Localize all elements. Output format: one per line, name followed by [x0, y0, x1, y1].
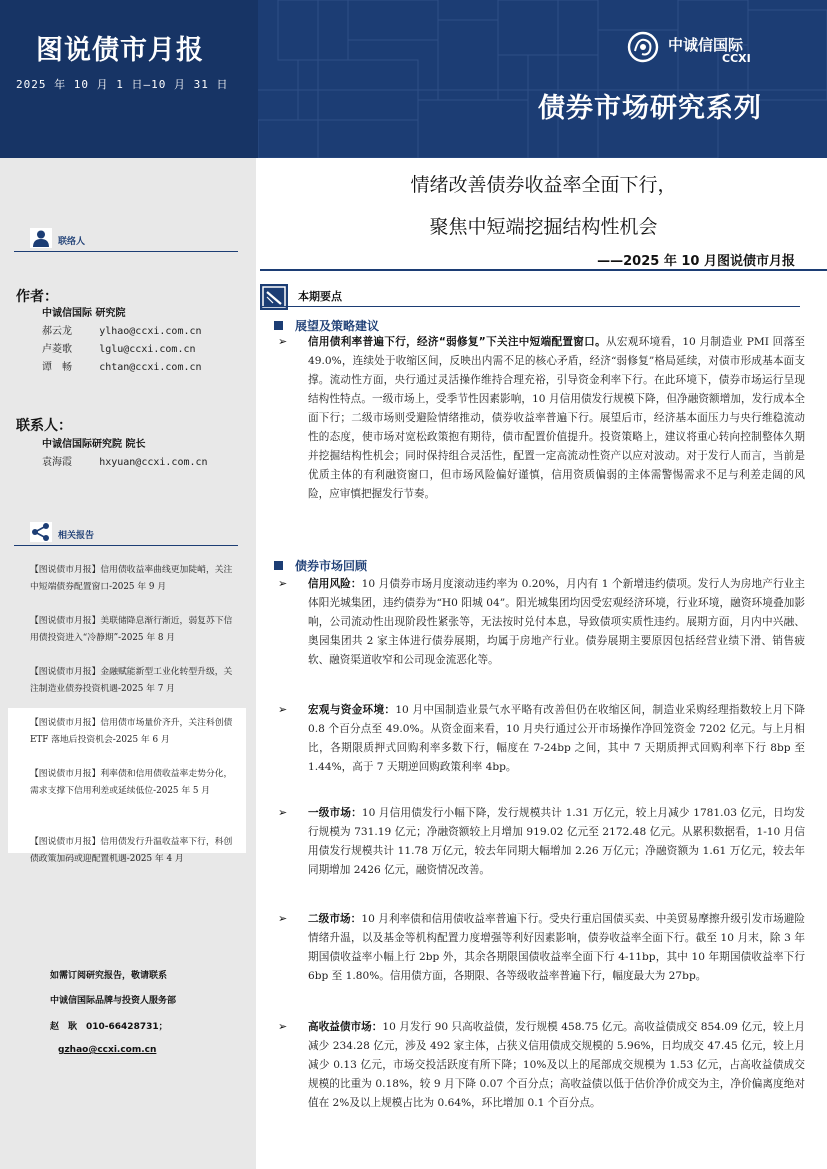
- section-heading-outlook: [274, 317, 379, 334]
- arrow-bullet-icon: ➢: [278, 806, 288, 819]
- authors-heading: 作者：: [16, 289, 58, 305]
- author-name: 卢菱歌: [42, 344, 72, 355]
- arrow-bullet-icon: ➢: [278, 912, 288, 925]
- related-report-link[interactable]: 【图说债市月报】信用债发行升温收益率下行，科创债政策加码或迎配置机遇-2025 年 4 月: [30, 837, 233, 864]
- arrow-bullet-icon: ➢: [278, 577, 288, 590]
- logo-abbr: CCXI: [722, 52, 751, 65]
- contact-section-header: [14, 228, 238, 252]
- key-points-label: 本期要点: [298, 290, 342, 303]
- paragraph-secondary-market: [308, 910, 805, 986]
- author-name: 谭 畅: [42, 362, 72, 373]
- paragraph-lead: 宏观与资金环境：: [308, 704, 396, 716]
- paragraph-lead: 信用债利率普遍下行，经济“弱修复”下关注中短端配置窗口。: [308, 336, 606, 348]
- paragraph-primary-market: [308, 804, 805, 880]
- contact-section-label: 联络人: [58, 237, 86, 247]
- related-report-link[interactable]: 【图说债市月报】利率债和信用债收益率走势分化，需求支撑下信用利差或延续低位-2025 年 5 月: [30, 769, 233, 796]
- paragraph-strategy: [308, 333, 805, 504]
- subscribe-note: 如需订阅研究报告，敬请联系: [50, 971, 168, 981]
- contact-row: [42, 453, 208, 468]
- service-contact: 赵 耿 010-66428731；: [50, 1022, 168, 1032]
- paragraph-lead: 一级市场：: [308, 807, 362, 819]
- report-name: 图说债市月报: [36, 35, 204, 66]
- paragraph-macro: [308, 701, 805, 777]
- related-section-label: 相关报告: [58, 531, 95, 541]
- paragraph-text: 10 月债券市场月度滚动违约率为 0.20%，月内有 1 个新增违约债项。发行人为房地产行业主体阳光城集团，违约债券为“H0 阳城 04”。阳光城集团均因受宏观经济环境，行业环境，融资环境叠加影响，公司流动性出现阶段性紧张等，无法按时兑付本息，导致债项实质性违约。展期方面，月内中兴融、奥园集团共 2 家主体进行债券展期，均属于房地产行业。债券展期主要原因包括经营业绩下滑、销售疲软、融资渠道收窄和公司现金流恶化等。: [308, 578, 805, 666]
- header-pattern: [258, 0, 827, 158]
- author-row: [42, 340, 196, 355]
- square-bullet-icon: [274, 321, 283, 330]
- authors-org: 中诚信国际 研究院: [42, 308, 126, 319]
- section-heading-text: 展望及策略建议: [295, 319, 380, 333]
- logo-name: 中诚信国际: [668, 36, 744, 54]
- logo-mark-icon: [626, 30, 664, 64]
- paragraph-high-yield: [308, 1018, 805, 1113]
- arrow-bullet-icon: ➢: [278, 335, 288, 348]
- author-name: 郝云龙: [42, 326, 72, 337]
- ccxi-logo: [626, 30, 766, 70]
- related-section-header: [14, 522, 238, 546]
- related-share-icon: [30, 522, 52, 542]
- paragraph-lead: 信用风险：: [308, 578, 362, 590]
- contact-org: 中诚信国际研究院 院长: [42, 439, 146, 450]
- paragraph-text: 10 月中国制造业景气水平略有改善但仍在收缩区间，制造业采购经理指数较上月下降 0.8 个百分点至 49.0%。从资金面来看，10 月央行通过公开市场操作净回笼资金 7202 亿元。与上月相比，各期限质押式回购利率多数下行，幅度在 7-24bp 之间，其中 7 天期质押式回购利率下行 8bp 至 1.44%，高于 7 天期逆回购政策利率 4bp。: [308, 704, 805, 773]
- related-report-link[interactable]: 【图说债市月报】金融赋能新型工业化转型升级，关注制造业债券投资机遇-2025 年 7 月: [30, 667, 233, 694]
- square-bullet-icon: [274, 561, 283, 570]
- paragraph-text: 从宏观环境看，10 月制造业 PMI 回落至 49.0%，连续处于收缩区间，反映出内需不足的核心矛盾，经济“弱修复”格局延续，对债市形成基本面支撑。流动性方面，央行通过灵活操作维持合理充裕，引导资金利率下行。在此环境下，债券市场运行呈现结构性特点。一级市场上，受季节性因素影响，10 月信用债发行规模下降，但净融资额增加，发行成本全面下行；二级市场则受避险情绪推动，债券收益率普遍下行。展望后市，经济基本面压力与央行维稳流动性的态度，使市场对宽松政策抱有期待，债市配置价值提升。投资策略上，建议将重心转向控制整体久期并挖掘结构性机会；同时保持组合灵活性，配置一定高流动性资产以应对波动。对于发行人而言，当前是优质主体的有利融资窗口，但市场风险偏好谨慎，信用资质偏弱的主体需警惕需求不足与利差走阔的风险，应审慎把握发行节奏。: [308, 336, 805, 500]
- report-header: [0, 0, 827, 158]
- paragraph-text: 10 月利率债和信用债收益率普遍下行。受央行重启国债买卖、中美贸易摩擦升级引发市场避险情绪升温，以及基金等机构配置力度增强等利好因素影响，债券收益率全面下行。截至 10 月末，除 3 年期国债收益率小幅上行 2bp 外，其余各期限国债收益率全面下行 4-11bp，其中 10 年期国债收益率下行 6bp 至 1.80%。信用债方面，各期限、各等级收益率普遍下行，幅度最大为 27bp。: [308, 913, 805, 982]
- key-points-divider: [260, 306, 800, 307]
- section-heading-review: [274, 557, 367, 574]
- title-divider: [260, 269, 827, 271]
- paragraph-lead: 高收益债市场：: [308, 1021, 383, 1033]
- arrow-bullet-icon: ➢: [278, 703, 288, 716]
- series-name: 债券市场研究系列: [538, 93, 762, 124]
- author-email[interactable]: lglu@ccxi.com.cn: [99, 344, 196, 355]
- report-title-line-2: 聚焦中短端挖掘结构性机会: [429, 216, 658, 238]
- paragraph-text: 10 月发行 90 只高收益债，发行规模 458.75 亿元。高收益债成交 854.09 亿元，较上月减少 234.28 亿元，涉及 492 家主体，占狭义信用债成交规模的 5.96%，日均成交 47.45 亿元，较上月减少 0.13 亿元，市场交投活跃度有所下降；10%及以上的尾部成交规模为 1.53 亿元，占高收益债成交规模的比重为 0.18%，较 9 月下降 0.07 个百分点；高收益债以低于估价净价成交为主，净价偏离度绝对值在 2%及以上规模占比为 0.64%，环比增加 0.1 个百分点。: [308, 1021, 805, 1109]
- arrow-bullet-icon: ➢: [278, 1020, 288, 1033]
- paragraph-credit-risk: [308, 575, 805, 670]
- report-title-line-1: 情绪改善债券收益率全面下行，: [410, 174, 677, 196]
- contact-heading: 联系人：: [16, 418, 72, 434]
- section-heading-text: 债券市场回顾: [295, 559, 368, 573]
- contact-name: 袁海霞: [42, 457, 72, 468]
- paragraph-lead: 二级市场：: [308, 913, 362, 925]
- author-email[interactable]: chtan@ccxi.com.cn: [99, 362, 202, 373]
- report-date-range: 2025 年 10 月 1 日—10 月 31 日: [16, 78, 229, 91]
- paragraph-text: 10 月信用债发行小幅下降，发行规模共计 1.31 万亿元，较上月减少 1781.03 亿元，日均发行规模为 731.19 亿元；净融资额较上月增加 919.02 亿元至 2172.48 亿元。从累积数据看，1-10 月信用债发行规模共计 11.78 万亿元，较去年同期大幅增加 2.26 万亿元；净融资额为 1.61 万亿元，较去年同期增加 2426 亿元，融资情况改善。: [308, 807, 806, 876]
- service-email-link[interactable]: gzhao@ccxi.com.cn: [58, 1045, 157, 1055]
- contact-person-icon: [30, 228, 52, 248]
- contact-email[interactable]: hxyuan@ccxi.com.cn: [99, 457, 208, 468]
- report-subtitle: ——2025 年 10 月图说债市月报: [597, 254, 795, 269]
- related-report-link[interactable]: 【图说债市月报】信用债市场量价齐升，关注科创债ETF 落地后投资机会-2025 年 6 月: [30, 718, 233, 745]
- author-row: [42, 322, 202, 337]
- service-dept: 中诚信国际品牌与投资人服务部: [50, 996, 177, 1006]
- related-report-link[interactable]: 【图说债市月报】美联储降息渐行渐近，弱复苏下信用债投资进入“冷静期”-2025 年 8 月: [30, 616, 233, 643]
- author-row: [42, 358, 202, 373]
- related-report-link[interactable]: 【图说债市月报】信用债收益率曲线更加陡峭，关注中短端债券配置窗口-2025 年 9 月: [30, 565, 233, 592]
- author-email[interactable]: ylhao@ccxi.com.cn: [99, 326, 202, 337]
- sidebar: [0, 158, 256, 1169]
